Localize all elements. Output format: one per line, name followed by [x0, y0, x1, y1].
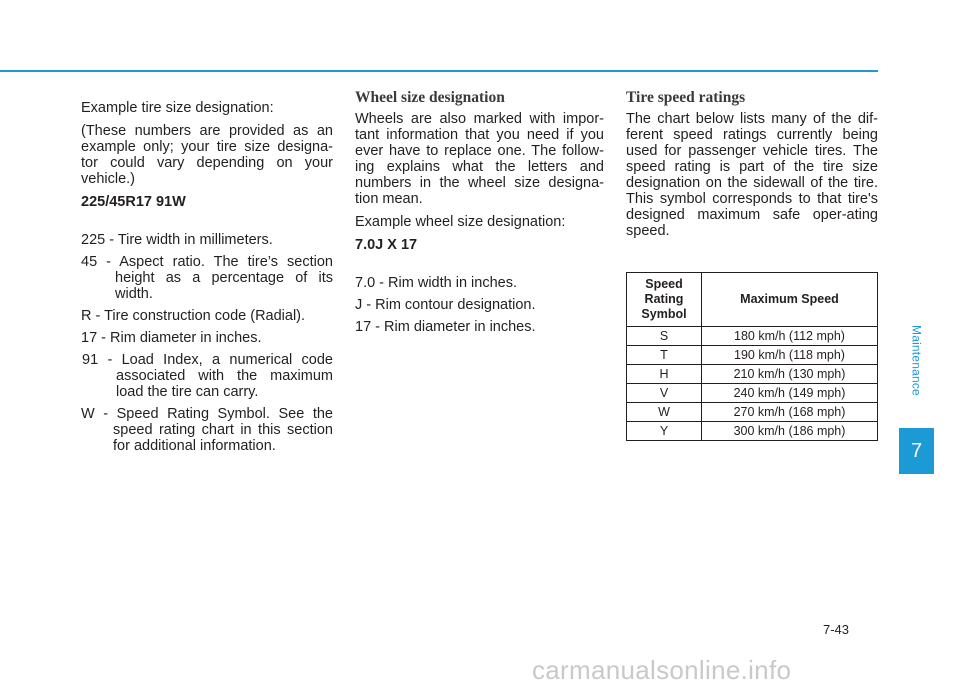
speed-cell: 180 km/h (112 mph) [702, 327, 878, 346]
table-row [627, 327, 878, 346]
speed-cell: 270 km/h (168 mph) [702, 403, 878, 422]
speed-cell: 300 km/h (186 mph) [702, 422, 878, 441]
wheel-size-heading: Wheel size designation [355, 89, 505, 106]
table-row [627, 365, 878, 384]
chapter-number: 7 [899, 428, 934, 474]
speed-rating-column [626, 89, 878, 246]
list-item: J - Rim contour designation. [355, 297, 536, 313]
table-header-row [627, 273, 878, 327]
tire-size-example: 225/45R17 91W [81, 194, 186, 210]
top-rule [0, 70, 878, 72]
list-item: 225 - Tire width in millimeters. [81, 232, 273, 248]
watermark: carmanualsonline.info [532, 655, 792, 685]
symbol-cell: Y [627, 422, 702, 441]
wheel-size-body: Wheels are also marked with impor-tant information that you need if you ever have to replace one. The follow-ing explains what the letters and numbers in the wheel size designa-tion mean. [355, 111, 604, 207]
symbol-cell: W [627, 403, 702, 422]
speed-cell: 240 km/h (149 mph) [702, 384, 878, 403]
list-item: R - Tire construction code (Radial). [81, 308, 306, 324]
wheel-size-example: 7.0J X 17 [355, 237, 418, 253]
wheel-example-intro: Example wheel size designation: [355, 214, 566, 230]
symbol-cell: S [627, 327, 702, 346]
speed-rating-body: The chart below lists many of the dif-ferent speed ratings currently being used for passenger vehicle tires. The speed rating is part of the tire size designation on the sidewall of the tire. This symbol corresponds to that tire's designed maximum safe oper-ating speed. [626, 111, 878, 239]
speed-cell: 210 km/h (130 mph) [702, 365, 878, 384]
symbol-cell: T [627, 346, 702, 365]
wheel-size-column [355, 89, 604, 341]
page-number: 7-43 [823, 622, 850, 637]
chapter-label: Maintenance [909, 324, 924, 396]
tire-example-intro: Example tire size designation: [81, 100, 274, 116]
list-item: 17 - Rim diameter in inches. [355, 319, 536, 335]
chapter-side-tab [899, 300, 934, 474]
symbol-cell: H [627, 365, 702, 384]
list-item: 7.0 - Rim width in inches. [355, 275, 517, 291]
header-speed-rating-symbol: Speed Rating Symbol [627, 273, 702, 327]
speed-cell: 190 km/h (118 mph) [702, 346, 878, 365]
list-item: W - Speed Rating Symbol. See the speed rating chart in this section for additional information. [81, 406, 333, 454]
list-item: 45 - Aspect ratio. The tire’s section height as a percentage of its width. [81, 254, 333, 302]
list-item: 17 - Rim diameter in inches. [81, 330, 262, 346]
list-item: 91 - Load Index, a numerical code associated with the maximum load the tire can carry. [82, 352, 333, 400]
header-maximum-speed: Maximum Speed [702, 273, 878, 327]
tire-example-note: (These numbers are provided as an example only; your tire size designa-tor could vary depending on your vehicle.) [81, 123, 333, 187]
table-row [627, 384, 878, 403]
table-row [627, 403, 878, 422]
symbol-cell: V [627, 384, 702, 403]
table-row [627, 422, 878, 441]
table-row [627, 346, 878, 365]
speed-rating-heading: Tire speed ratings [626, 89, 746, 106]
tire-size-column [81, 100, 333, 460]
speed-rating-table [626, 272, 878, 441]
